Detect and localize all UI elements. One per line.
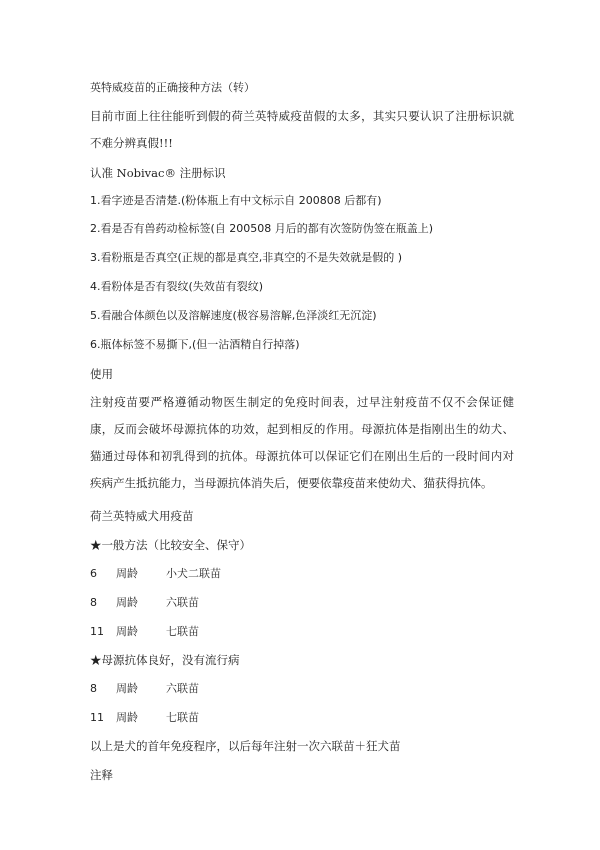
schedule-week: 6 <box>90 567 97 580</box>
schedule-unit: 周龄 <box>116 682 138 695</box>
schedule-vaccine: 七联苗 <box>166 711 199 724</box>
schedule-week: 11 <box>90 711 104 724</box>
document-title: 英特威疫苗的正确接种方法（转） <box>90 81 255 94</box>
schedule-week: 11 <box>90 625 104 638</box>
nobivac-heading: 认准 Nobivac® 注册标识 <box>90 166 226 180</box>
intro-paragraph: 目前市面上往往能听到假的荷兰英特威疫苗假的太多，其实只要认识了注册标识就不难分辨真假!!! <box>90 109 514 150</box>
schedule-row <box>90 624 520 640</box>
schedule-row <box>90 681 520 697</box>
schedule-row <box>90 710 520 726</box>
summary-line: 以上是犬的首年免疫程序，以后每年注射一次六联苗＋狂犬苗 <box>90 739 401 753</box>
check-item-3: 3.看粉瓶是否真空(正规的都是真空,非真空的不是失效就是假的 ) <box>90 251 403 264</box>
schedule-vaccine: 小犬二联苗 <box>166 567 221 580</box>
schedule-vaccine: 六联苗 <box>166 596 199 609</box>
schedule-week: 8 <box>90 682 97 695</box>
schedule-unit: 周龄 <box>116 596 138 609</box>
usage-paragraph: 注射疫苗要严格遵循动物医生制定的免疫时间表，过早注射疫苗不仅不会保证健康，反而会破坏母源抗体的功效，起到相反的作用。母源抗体是指刚出生的幼犬、猫通过母体和初乳得到的抗体。母源抗体可以保证它们在刚出生后的一段时间内对疾病产生抵抗能力，当母源抗体消失后，便要依靠疫苗来使幼犬、猫获得抗体。 <box>90 395 514 490</box>
schedule-week: 8 <box>90 596 97 609</box>
usage-heading: 使用 <box>90 367 113 381</box>
schedule-vaccine: 七联苗 <box>166 625 199 638</box>
check-item-2: 2.看是否有兽药动检标签(自 200508 月后的都有次签防伪签在瓶盖上) <box>90 222 434 235</box>
schedule-row <box>90 566 520 582</box>
general-method-heading: ★一般方法（比较安全、保守） <box>90 538 251 552</box>
schedule-unit: 周龄 <box>116 711 138 724</box>
check-item-4: 4.看粉体是否有裂纹(失效苗有裂纹) <box>90 280 264 293</box>
check-item-6: 6.瓶体标签不易撕下,(但一沾酒精自行掉落) <box>90 338 300 351</box>
schedule-unit: 周龄 <box>116 625 138 638</box>
schedule-vaccine: 六联苗 <box>166 682 199 695</box>
notes-heading: 注释 <box>90 768 113 782</box>
check-item-1: 1.看字迹是否清楚.(粉体瓶上有中文标示自 200808 后都有) <box>90 194 382 207</box>
dog-vaccine-heading: 荷兰英特威犬用疫苗 <box>90 509 194 523</box>
good-antibody-heading: ★母源抗体良好，没有流行病 <box>90 653 240 667</box>
schedule-row <box>90 595 520 611</box>
check-item-5: 5.看融合体颜色以及溶解速度(极容易溶解,色泽淡红无沉淀) <box>90 309 377 322</box>
schedule-unit: 周龄 <box>116 567 138 580</box>
